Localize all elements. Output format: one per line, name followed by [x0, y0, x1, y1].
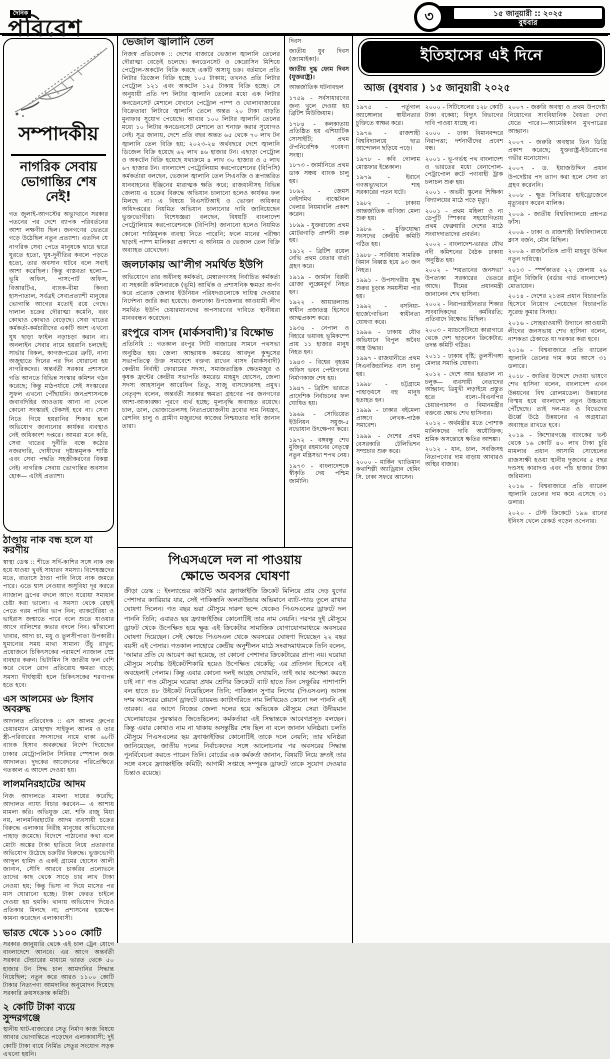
history-entry: ১৮৭৩ - জার্মানিতে প্রথম ডাক সঞ্চয় ব্যাংক চালু হয়।: [289, 162, 349, 185]
article-headline: এস আলমের ৬৮ হিসাব অবরুদ্ধ: [3, 693, 94, 716]
article-headline: ঠাণ্ডায় নাক বন্ধ হলে যা করণীয়: [3, 535, 93, 557]
history-entry: ১৯৭৩ - বাংলাদেশকে স্বীকৃতি দেয় পশ্চিম জার্মানি।: [289, 462, 349, 486]
psl-headline-line1: পিএসএলে দল না পাওয়ায়: [168, 552, 302, 567]
history-entry: ১৯৮৬ - মুক্তিযোদ্ধা সংসদের কেন্দ্রীয় কমিটি গঠিত হয়।: [356, 225, 420, 249]
history-entry: ১৯৮২ - ঢাকায় আন্তর্জাতিক বাণিজ্য মেলা শুরু হয়।: [356, 199, 420, 223]
quill-leaf-illustration: [9, 42, 113, 120]
psl-headline: [124, 552, 346, 583]
history-entry: আন্তর্জাতিক ঘটনাবহুল: [289, 84, 344, 92]
history-entry: ২০১৬ - সোহরাওয়ার্দী উদ্যানে আওয়ামী লীগের জনসভায় শেখ হাসিনা বলেন, নাশকতা ঠেকাতে যা দরকার করা হবে।: [508, 320, 607, 344]
history-column-4: [508, 104, 607, 930]
article: [122, 37, 280, 255]
history-entry: ১৮৯২ - জেমস নেইসমিথ বাস্কেটবল খেলার নিয়মাবলি প্রকাশ করেন।: [289, 188, 349, 219]
history-entry: ১৭৫৯ - সর্বসাধারণের জন্য খুলে দেওয়া হয় ব্রিটিশ মিউজিয়াম।: [289, 94, 349, 118]
article-body: নিজস্ব প্রতিবেদক :: দেশের বাজারে ভেজাল জ্বালানি তেলের দৌরাত্ম্য বেড়েই চলেছে। কনডেনসেট ও কেরোসিন মিশিয়ে পেট্রোল-অকটেন বিক্রি করছে একটি অসাধু চক্র। বর্তমানে প্রতি লিটার ডিজেল বিক্রি হচ্ছে ১০৫ টাকায়; তখনও প্রতি লিটার পেট্রোল ১২১ এবং অকটেন ১২৫ টাকায় বিক্রি হচ্ছে। সে অনুযায়ী প্রতি দশ লিটার জ্বালানি তেলের মধ্যে এক লিটার কনডেনসেট মেশালে যেখানে পেট্রোল পাম্প ও খোলাবাজারের বিক্রেতারা লিটারে জ্বালানি তেলে অন্তত ২০ টাকা বাড়তি মুনাফার সুযোগ পেয়েছে। আবার ১০০ লিটার জ্বালানি তেলের মধ্যে ১০ লিটার কনডেনসেট মেশালে তা শনাক্ত করার সুযোগও নেই। সূত্র জানায়, দেশে প্রতি বছর অন্তত ৬৫ থেকে ৭০ লাখ টন জ্বালানি তেল বিক্রি হয়; ২০২৩-২৪ অর্থবছরে দেশে জ্বালানি ডিজেল বিক্রি হয়েছে ৬২ লাখ ৪৬ হাজার টন। এছাড়া পেট্রোল ও অকটেন বিক্রি হয়েছে যথাক্রমে ৪ লাখ ৩০ হাজার ও ৫ লাখ ৬৭ হাজার টন। বাংলাদেশ পেট্রোলিয়াম করপোরেশনের (বিপিসি) কর্মকর্তারা বলছেন, ভেজাল জ্বালানি তেল সিএনজি ও রূপান্তরিত যানবাহনের ইঞ্জিনের মারাত্মক ক্ষতি করে; রাজধানীসহ বিভিন্ন জেলায় এ চক্রের বিরুদ্ধে অভিযান চালানো হলেও কার্যকর ফল মিলছে না। এ বিষয়ে বিএসটিআই ও ভোক্তা অধিকার অধিদপ্তরের নিয়মিত অভিযান চালানোর দাবি জানিয়েছেন ভুক্তভোগীরা। বিশেষজ্ঞরা বলছেন, বিষয়টি বাংলাদেশ পেট্রোলিয়াম করপোরেশনকে (বিপিসি) জানানো হলেও নিয়মিত কোনো শাস্তিমূলক ব্যবস্থা নিতে পারেনি; ফলে মানের পরীক্ষা ছাড়াই পাম্প মালিকরা প্রকাশ্যে এ অনিয়ম ও ভেজাল তেল বিক্রি অব্যাহত রেখেছেন।: [122, 50, 280, 255]
history-entry: ২০১২ - দেশে আর হরতাল না চলুক— ব্যবসায়ী নেতাদের আহ্বান; ত্রিমুখী লড়াইয়ে প্রস্তুত হতে বলে।–বিএনপির চেয়ারপারসন ও বিমানমন্ত্রীর বক্তব্যে ক্ষোভ শেখ হাসিনার।: [425, 370, 503, 417]
history-entry: ২০১৩ - স্পর্শকাতর ২২ জেলায় ২৬ প্লাটুন বিজিবি (বর্ডার গার্ড বাংলাদেশ) মোতায়েন।: [508, 266, 607, 290]
history-entry: ১৯৭৯ - ইরানে গণঅভ্যুত্থানে শাহ সরকারের পতন ঘটে।: [356, 173, 420, 197]
editorial-box: [3, 38, 114, 532]
psl-article: [118, 547, 352, 943]
history-entry: ১৯৯৬ - ঢাকায় যৌথ অভিযানে বিপুল অবৈধ অস্ত্র উদ্ধার।: [356, 329, 420, 352]
history-entry: ২০১২ - ধান, চাল, সবজিসহ নিত্যপণ্যের দাম বাড়ায় আবারও অস্থির বাজার।: [425, 445, 503, 469]
middle-articles-list: [118, 35, 285, 547]
history-entry: ২০০৭ - জরুরি অবস্থা ও প্রথম উপদেষ্টা নিয়োগের সাংবিধানিক বৈধতা দেখা যেতে পারে।—আমেরিকান মুখপাত্রের আহ্বান।: [508, 104, 607, 136]
article-headline: ভেজাল জ্বালানি তেল: [122, 36, 214, 48]
history-entry: ২০১১ - ঢাকায় বৃষ্টি; তুলসীগঙ্গা মেলার সমাপ্তি ঘোষণা।: [425, 352, 503, 368]
history-entry: ২০০২ - নিরাপত্তাহীনতার শিকার সাংবাদিকদের কর্মবিরতি; প্রতিবাদে বিক্ষোভ মিছিল।: [425, 300, 503, 324]
history-entry: ১৯২২ - আয়ারল্যান্ড স্বাধীন প্রজাতন্ত্র হিসেবে আত্মপ্রকাশ করে।: [289, 299, 349, 322]
article: [122, 260, 280, 323]
history-entry: জাতীয় দুগ্ধ ফোম দিবস (যুক্তরাষ্ট্র)।: [289, 66, 349, 82]
history-subtitle: আজ (বুধবার ) ১৫ জানুয়ারী ২০২৫: [358, 78, 605, 101]
article: [122, 328, 280, 432]
history-entry: ২০০২ - বাংলাদেশ-ভারত যৌথ নদী কমিশনের বৈঠক ঢাকায় অনুষ্ঠিত হয়।: [425, 241, 503, 264]
history-entry: ১৯৭৬ - রাজশাহী বিশ্ববিদ্যালয়ে ছাত্র আন্দোলন ছড়িয়ে পড়ে।: [356, 129, 420, 153]
article-body: প্রতিনিধি :: গতকাল রংপুর সিটি বাজারের সামনে পথসভা অনুষ্ঠিত হয়। জেলা আহ্বায়ক কমরেড আবদুল কুদ্দুসের সভাপতিত্বে উক্ত সমাবেশে বক্তব্য রাখেন বাসদ (মার্কসবাদী) কেন্দ্রীয় নির্বাহী ফোরামের সদস্য, সমাজতান্ত্রিক ক্ষেতমজুর ও কৃষক ফ্রন্টের কেন্দ্রীয় সভাপতি কমরেড মাহমুদ হোসেন, জেলা সদস্য আহসানুল আরেফিন তিতু, সাজু বাসফোরসহ প্রমুখ। নেতৃবৃন্দ বলেন, অন্তর্বর্তী সরকার ক্ষমতা গ্রহণের পর জনগণের আশা-আকাঙ্ক্ষা পূরণে ব্যর্থ হচ্ছে; মূল্যবৃদ্ধি অব্যাহত রয়েছে। চাল, ডাল, ভোজ্যতেলসহ নিত্যপ্রয়োজনীয় দ্রব্যের দাম নিয়ন্ত্রণ, রেশনিং চালু ও গ্রামীণ মজুরদের কাজের নিশ্চয়তার দাবি জানান তারা।: [122, 341, 280, 431]
middle-column: [118, 35, 352, 943]
history-entry: ১৯৯৮ - চট্টগ্রামে পাহাড়ধসে বহু মানুষ হতাহত হন।: [356, 381, 420, 404]
history-entry: ১৯৯৯ - ঢাকার বইমেলা প্রাঙ্গণে লেখক-পাঠক সমাবেশ।: [356, 406, 420, 430]
psl-headline-line2: ক্ষোভে অবসর ঘোষণা: [180, 567, 290, 583]
article-headline: রংপুরে বাসদ (মার্কসবাদী)'র বিক্ষোভ: [122, 326, 274, 339]
history-entry: ২০০১ - অভয়ী স্কুলের শিক্ষিকা বিদ্যালয়ের মাঠে পড়ে মৃত্যু।: [425, 189, 503, 205]
history-entry: ১৯৮৮ - সার্বিয়ায় সামরিক বিমান বিধ্বস্ত হয়ে ৯৩ জন নিহত।: [356, 251, 420, 275]
masthead-daily-label: দৈনিক: [10, 10, 31, 18]
history-entry: ১৯৯৯ - দেশের প্রথম বেসরকারি টেলিভিশন সম্প্রচার শুরু করে।: [356, 432, 420, 456]
history-entry: ১৯৯৭ - রাজধানীতে প্রথম সিএনজিচালিত বাস চালু হয়।: [356, 355, 420, 378]
page-number-badge: ৩: [414, 2, 444, 32]
history-entry: ২০১৪ - দেশের ২১তম প্রধান বিচারপতি হিসেবে নিয়োগ পেয়েছেন বিচারপতি সুরেন্দ্র কুমার সিনহা।: [508, 293, 607, 317]
left-articles-list: [3, 536, 114, 1059]
history-entry: ১৮৯৯ - যুক্তরাজ্যে প্রথম মোটরগাড়ি প্রদর্শনী শুরু হয়।: [289, 221, 349, 245]
history-entry: ২০১৯ - কিশোরগঞ্জে ব্যাংকের ভল্ট থেকে ১৬ কোটি ৪০ লাখ টাকা চুরি মামলার প্রধান আসামি সোহেলের রাজসাক্ষী হওয়া স্থানীয় দুজনের ৫ বছর দণ্ডসহ কারাদণ্ড এবং পাঁচ হাজার টাকা জরিমানা।: [508, 432, 607, 480]
history-column-2: [356, 104, 420, 930]
article: [3, 695, 114, 775]
history-entry: ২০০৮ - ক্ষুদ্র সিভিয়ার হাইড্রোজেনে মৃত্যুবরণ করেন মালিক।: [508, 192, 607, 208]
history-section: [352, 35, 610, 943]
history-entry: জাতীয় যুব দিবস (জ্যামাইকা)।: [289, 48, 349, 64]
psl-body: ক্রীড়া ডেস্ক :: ইংল্যান্ডের কাউন্টি আর ফ্র্যাঞ্চাইজি ক্রিকেট মিলিয়ে প্রায় দেড় যুগের পেশাদার ক্যারিয়ার যার, সেই পাকিস্তানি অলরাউন্ডার অভিমানে ব্যাট-প্যাড তুলে রাখার ঘোষণা দিলেন। গত বছর ভরা মৌসুমে দারুণ ছন্দে থেকেও পিএসএলের ড্রাফটে দল পাননি তিনি; এবারও ছয় ফ্র্যাঞ্চাইজির কোনোটিই তার নাম নেয়নি। পরপর দুই মৌসুমে ড্রাফট থেকে উপেক্ষিত হয়ে ক্ষুব্ধ এই ক্রিকেটার সামাজিক যোগাযোগমাধ্যমে অবসরের ঘোষণা দিয়েছেন। সেই ক্ষোভে পিএসএল থেকে অবসরের ঘোষণা দিয়েছেন ২২ বছর বয়সী এই পেসার। গতকাল লাহোরে কেন্দ্রীয় অনুশীলন মাঠে সংবাদমাধ্যমকে তিনি বলেন, 'আমার প্রতি যে আচরণ করা হয়েছে, তা কোনো পেশাদার ক্রিকেটারের প্রাপ্য নয়। ঘরোয়া মৌসুমে সর্বোচ্চ উইকেটশিকারি হয়েও উপেক্ষিত থেকেছি; এর প্রতিদান হিসেবে এই অবহেলাই পেলাম। কিন্তু এবার কোনো দলই আগ্রহ দেখায়নি, তাই আর অপেক্ষা করতে চাই না।' গত মৌসুমে ঘরোয়া প্রথম শ্রেণির ক্রিকেটে ব্যাট হাতে তিন সেঞ্চুরির পাশাপাশি বল হাতে ৪৮ উইকেট নিয়েছিলেন তিনি; পাকিস্তান সুপার লিগের (পিএসএল) আসন্ন দশম আসরের প্লেয়ার্স ড্রাফটে ডায়মন্ড ক্যাটাগরিতে নাম লিখিয়েও কোনো দল পাননি এই তারকা। এর আগে নিজের জেলা দলের হয়ে অভিষেক মৌসুমে সেরা উদীয়মান খেলোয়াড়ের পুরস্কারও জিতেছিলেন; কর্মকর্তারা এই সিদ্ধান্তকে আবেগপ্রসূত বলছেন। কিন্তু এবার কোথাও নাম না থাকায় অসন্তুষ্টির শেষ ছিল না বলে জানান ঘনিষ্ঠরা। চলতি মৌসুমে পিএসএলের ছয় ফ্র্যাঞ্চাইজির কোনোটিই তাকে দলে নেয়নি; তার ঘনিষ্ঠরা জানিয়েছেন, জাতীয় দলের নির্বাচকদের সঙ্গে আলোচনার পর অবসরের সিদ্ধান্ত পুনর্বিবেচনা করতে পারেন তিনি। বোর্ডের এক কর্মকর্তা জানান, বিষয়টি নিয়ে দ্রুতই তার সঙ্গে বসবে ফ্র্যাঞ্চাইজি কমিটি; আগামী সপ্তাহে সম্পূরক ড্রাফটে তাকে সুযোগ দেওয়ার চিন্তাও রয়েছে।: [124, 587, 346, 778]
history-entry: ২০০৯ - জাতীয় বিশ্ববিদ্যালয়ে প্রশ্নপত্র ফাঁস।: [508, 210, 607, 226]
history-title: ইতিহাসের এই দিনে: [361, 41, 602, 73]
history-entry: ১৯৪৩ - বিশ্বের বৃহত্তম অফিস ভবন পেন্টাগনের নির্মাণকাজ শেষ হয়।: [289, 358, 349, 382]
history-entry: ২০০১ - প্রথম মহিলা ও না ডেপুটি স্পিকার সহযোগিতায় প্রথম ফেব্রুয়ারি দেশের মাঠে সংবাদদাতাদের প্রবর্তন।: [425, 207, 503, 238]
history-entry: ২০১৬ - বিশ্ববাজারে প্রতি ব্যারেল জ্বালানি তেলের দাম কমে এসেছে ৩১ ডলার।: [508, 483, 607, 507]
history-entry: ২০০০ - ঢাকা বিমানবন্দরে নিরাপত্তা; দর্শনার্থীদের প্রবেশ বন্ধ।: [425, 129, 503, 153]
history-entry: ১৯৬৯ - সোভিয়েত ইউনিয়ন সয়ুজ-৫ নভোযান উৎক্ষেপণ করে।: [289, 410, 349, 434]
main-content: [0, 35, 610, 1058]
history-entry: ২০০১ - ভূ-গর্ভস্থ পথ বাংলাদেশ ও ভারতের মধ্যে বেনাপোল-পেট্রাপোল রুটে পণ্যবাহী ট্রাক চলাচল শুরু হয়।: [425, 155, 503, 187]
history-entry: ২০১৬ - বিশ্ববাজারে প্রতি ব্যারেল জ্বালানি তেলের দাম কমে আসে ৩১ ডলারে।: [508, 346, 607, 370]
history-columns: [356, 104, 607, 930]
history-entry: ১৯১২ - ব্রিটিশ রয়েল নেভি প্রথম বেতার বার্তা গ্রহণ করে।: [289, 247, 349, 271]
article-body: সরকার জানুয়ারি থেকে এই চাল ট্রেন যোগে বাংলাদেশে আনবে। এর আগে অন্তর্বর্তী সরকার টেন্ডারের মাধ্যমে ভারত থেকে ৫০ হাজার টন সিদ্ধ চাল আমদানির সিদ্ধান্ত নিয়েছিল; নতুন করে আরও ১১০০ কোটি টাকার নিত্যপণ্য আমদানির অনুমোদন দিয়েছে সরকারি ক্রয়সংক্রান্ত কমিটি।: [3, 940, 114, 998]
history-entry: ১৯৩৪ - নেপাল ও বিহারে ভয়াবহ ভূমিকম্পে প্রায় ১১ হাজার মানুষ নিহত হন।: [289, 325, 349, 356]
article-headline: জলঢাকায় আ'লীগ সমর্থিত ইউপি: [122, 259, 264, 272]
article-headline: ভারত থেকে ১১০০ কোটি: [3, 927, 102, 939]
history-entry: ২০০৯ - রাজনৈতিক প্রাণী মাহবুব উদ্দিন নতুন দায়িত্বে।: [508, 248, 607, 264]
history-entry: দিবস: [289, 38, 302, 45]
article: [3, 929, 114, 999]
history-entry: ২০০০ - সিটিসেলের ১২৮ কোটি টাকা বকেয়া; বিদ্যুৎ বিভাগের দাবি পাওয়া যাচ্ছে না।: [425, 104, 503, 127]
history-entry: ১৯৪৭ - ব্রিটিশ ভারতে প্রাদেশিক নির্বাচনের ফল ঘোষিত হয়।: [289, 384, 349, 408]
editorial-body: গত জুলাই-আগস্টের অভ্যুত্থানে সরকার পতনের পর দেশে ব্যাপক পরিবর্তনের আশা লক্ষণীয় ছিল। জনগণের ভেতরে গড়ে উঠেছিল নতুন প্রত্যাশা। এতদিন যে নাগরিক সেবা পেতে মানুষকে দ্বারে দ্বারে ঘুরতে হতো, ঘুষ-দুর্নীতির কবলে পড়তে হতো, তার অবসান ঘটবে বলে সবাই আশা করেছিল। কিন্তু বাস্তবতা হলো— ভূমি অফিস, পাসপোর্ট অফিস, বিআরটিএ, ব্যাংক-বীমা কিংবা হাসপাতাল, সর্বত্রই সেবাপ্রত্যাশী মানুষের ভোগান্তি আগের মতোই রয়ে গেছে। দালাল চক্রের দৌরাত্ম্য কমেনি, বরং কোথাও কোথাও বেড়েছে। সেবা খাতের কর্মকর্তা-কর্মচারীদের একটি অংশ এখনো ঘুষ ছাড়া ফাইল নড়াচড়া করান না। অনলাইন সেবার নামে হয়রানি চলছেই; সার্ভার বিকল, কাগজপত্রের ত্রুটি, নানা অজুহাতে দিনের পর দিন ঘোরানো হয় নাগরিকদের। অন্তর্বর্তী সরকার প্রশাসনে গতি আনতে বিভিন্ন সংস্কার কমিশন গঠন করেছে; কিন্তু মাঠপর্যায়ে সেই সংস্কারের সুফল এখনো পৌঁছায়নি। জনপ্রশাসনকে জবাবদিহির আওতায় আনা না গেলে কোনো সংস্কারই টেকসই হবে না। সেবা নিতে গিয়ে হয়রানির শিকার হলে অভিযোগ জানানোর কার্যকর ব্যবস্থাও নেই অধিকাংশ দপ্তরে। আমরা মনে করি, সেবা খাতের দুর্নীতি বন্ধে কঠোর নজরদারি, দোষীদের দৃষ্টান্তমূলক শাস্তি এবং সেবা পদ্ধতি সহজীকরণের বিকল্প নেই। নাগরিক সেবায় ভোগান্তির অবসান হোক— এটাই প্রত্যাশা।: [9, 210, 108, 480]
history-entry: ১৯৭৮ - কবি গোলাম মোস্তফার ইন্তেকাল।: [356, 155, 420, 171]
editorial-section-title: সম্পাদকীয়: [11, 120, 106, 156]
history-entry: ২০০৭ - ড. ইয়াজউদ্দিন প্রধান উপদেষ্টার পদ ত্যাগ করা হলে সেনা তা গ্রহণ করেননি।: [508, 165, 607, 189]
history-entry: ১৭৮৪ - কলকাতায় প্রতিষ্ঠিত হয় এশিয়াটিক সোসাইটি; প্রথম ঔপনিবেশিক গবেষণা সংস্থা।: [289, 120, 349, 159]
date-bar: [424, 6, 605, 28]
article-body: স্বাস্থ্য ডেস্ক :: শীতে সর্দি-কাশির সঙ্গে নাক বন্ধ হয়ে যাওয়া খুবই সাধারণ সমস্যা। বিশেষজ্ঞদের মতে, বাতাসে ঠাণ্ডা পানি নিয়ে নাক জমতে পারে। এতে শ্বাস নেওয়ার অসুবিধা দূর করতে ন্যাজাল ড্রপের বদলে আগে ঘরোয়া সমাধান চেষ্টা করা ভালো। এ সমস্যা থেকে রেহাই পেতে গরম পানির ভাপ নিন; ব্যাকটেরিয়া ও ভাইরাস জন্মাতে পারে বলে শুতে যাওয়ার আগে বালিশের কভার বদলে নিন। ঝাঁঝালো খাবার, আদা চা, মধু ও তুলসীপাতা উপকারী। ঘুমানোর সময় মাথা সামান্য উঁচু রাখুন; প্রয়োজনে চিকিৎসকের পরামর্শে ন্যাজাল স্প্রে ব্যবহার করুন। ভিটামিন সি জাতীয় ফল বেশি করে খেলে রোগ প্রতিরোধ ক্ষমতা বাড়ে; সমস্যা দীর্ঘস্থায়ী হলে চিকিৎসকের শরণাপন্ন হতে হবে।: [3, 558, 114, 689]
article: [3, 536, 114, 690]
history-entry: ১৯৭২ - বঙ্গবন্ধু শেখ মুজিবুর রহমানের নেতৃত্বে নতুন মন্ত্রিসভা শপথ নেয়।: [289, 436, 349, 460]
article-body: নিজ আদালতে মামলা দায়ের করেছি; আদালত ন্যায্য বিচার করবেন— এ আশায় মামলা করি। অভিযুক্ত মো. শফি রাজু মিয়া নয়, লালমনিরহাটের আদম ব্যবসায়ী চক্রের বিরুদ্ধে এলাকার নিরীহ মানুষের অভিযোগের পাহাড় জমেছে। বিদেশে পাঠানোর কথা বলে মোটা অঙ্কের টাকা হাতিয়ে নিয়ে প্রতারণার অভিযোগ উঠেছে চক্রটির বিরুদ্ধে। ভুক্তভোগী আব্দুল হামিদ ও একই গ্রামের হোসেন আলী জানান, সৌদি আরবে চাকরির প্রলোভনে তাদের কাছ থেকে সাড়ে চার লাখ টাকা নেওয়া হয়; কিন্তু ভিসা না দিয়ে মাসের পর মাস ঘোরানো হচ্ছে। টাকা ফেরত চাইলে দেওয়া হয় হুমকি। থানায় অভিযোগ দিয়েও প্রতিকার মিলছে না; প্রশাসনের হস্তক্ষেপ কামনা করেছেন এলাকাবাসী।: [3, 792, 114, 923]
left-column: [0, 35, 118, 1058]
history-column-3: [425, 104, 503, 930]
history-entry: ১৯৭৫ - পর্তুগাল অ্যাঙ্গোলার স্বাধীনতার চুক্তিতে স্বাক্ষর করে।: [356, 104, 420, 127]
article-body: স্থানীয় ঘাট-বাজারের সেতু নির্মাণ কাজ বিষয়ে আবার ভোগান্তিতে পড়েছেন এলাকাবাসী; দুই কোটি টাকা ব্যয়ে নির্মিত সেতুর সংযোগ সড়ক এখনো হয়নি।: [3, 1026, 114, 1058]
masthead-title: পরিবেশ: [8, 15, 83, 42]
history-entry: ১৯৯২ - বসনিয়া-হার্জেগোভিনা স্বাধীনতা ঘোষণা করে।: [356, 303, 420, 326]
middle-top-section: [118, 35, 352, 547]
history-column-1: [285, 35, 352, 547]
date-label: ১৫ জানুয়ারী :: ২০২৫: [453, 7, 603, 20]
editorial-headline: নাগরিক সেবায় ভোগান্তির শেষ নেই!: [19, 160, 98, 205]
history-title-box: [358, 38, 605, 76]
history-entry: ২০০৭ - জরুরি অবস্থার তিন ডিগ্রি প্রকাশ করেছে; যুক্তরাষ্ট্র-ইউরোপের গভীর মনোযোগ।: [508, 138, 607, 162]
history-entry: ২০১৮ - জাতির উদ্দেশে দেওয়া ভাষণে শেখ হাসিনা বলেন, বাংলাদেশ এখন উন্নয়নের বিশ্ব রোলমডেল। উন্নয়নের বিস্ময় হয়ে বাংলাদেশ নতুন উচ্চতায় পৌঁছেছে। তাই দল-মত ও বিভেদের ঊর্ধ্বে উঠে উন্নয়নের এ অগ্রযাত্রা অব্যাহত রাখতে হবে।: [508, 373, 607, 429]
weekday-label: বুধবার: [518, 18, 538, 27]
masthead: [8, 2, 83, 40]
article: [3, 780, 114, 923]
history-entry: ২০০৩ - ম্যাচসেটিংয়ে কারাগারে থেকে দেশ ছাড়লেন ক্রিকেটার; তদন্ত কমিটি গঠিত।: [425, 326, 503, 350]
history-entry: ১৯১৯ - জার্মান বিপ্লবী রোজা লুক্সেমবুর্গ নিহত হন।: [289, 273, 349, 297]
article-headline: লালমনিরহাটের আদম: [3, 779, 86, 791]
article-body: আদালত প্রতিবেদক :: এস আলম গ্রুপের চেয়ারম্যান মোহাম্মদ সাইফুল আলম ও তার স্ত্রী-পরিবারের সদস্যদের নামে থাকা ৬৮টি ব্যাংক হিসাব অবরুদ্ধের নির্দেশ দিয়েছেন ঢাকার মেট্রোপলিটন সিনিয়র স্পেশাল জজ আদালত। দুদকের আবেদনের পরিপ্রেক্ষিতে গতকাল এ আদেশ দেওয়া হয়।: [3, 717, 114, 774]
history-entry: ২০০২ - 'শয়তানের জনসভা' উপত্যকা সরকারের ভেতরে আছে। টীমের প্রধানমন্ত্রী জানালেন শেখ হাসিনা।: [425, 267, 503, 298]
article-body: অভিযোগে তার অধীনস্থ কর্মকর্তা, মেম্বারগণসহ নির্বাচিত কর্মকর্তা বা সহকারী কমিশনারকে (ভূমি) আর্থিক ও প্রশাসনিক ক্ষমতা অর্পণ করে প্রত্যেক জেলার ইউনিয়ন পরিষদগুলোকে দায়িত্ব দেওয়ার নির্দেশনা জারি করা হয়েছে। জলঢাকা উপজেলার আওয়ামী লীগ সমর্থিত ইউপি চেয়ারম্যানদের অপসারণের দাবিতে স্থানীয়রা মানববন্ধন করেছেন।: [122, 273, 280, 322]
article-headline: ২ কোটি টাকা ব্যয়ে সুন্দরগঞ্জে: [3, 1002, 76, 1024]
history-entry: ২০০০ - মার্কিন খ্যাতিমান কথাশিল্পী অ্যাড্রিয়ান হেমিং সি. ঢাকা সফরে আসেন।: [356, 458, 420, 482]
history-entry: ২০১২ - অর্থমন্ত্রীর মতে পোশাক মালিকদের দাবি অযৌক্তিক; শ্রমিক অসন্তোষে ক্ষতির আশঙ্কা।: [425, 419, 503, 443]
history-entry: ২০০৯ - ঢাকা ও রাজশাহী বিশ্ববিদ্যালয়ে ক্লাস বর্জন, মৌন মিছিল।: [508, 229, 607, 245]
article: [3, 1003, 114, 1059]
history-entry: ২০২০ - টেস্ট ক্রিকেটে ১৯৬ রানের ইনিংস খেলে রেকর্ড গড়েন ওপেনার।: [508, 509, 607, 525]
history-entry: ১৯৯১ - উপসাগরীয় যুদ্ধ শুরুর চূড়ান্ত সময়সীমা পার হয়।: [356, 277, 420, 301]
